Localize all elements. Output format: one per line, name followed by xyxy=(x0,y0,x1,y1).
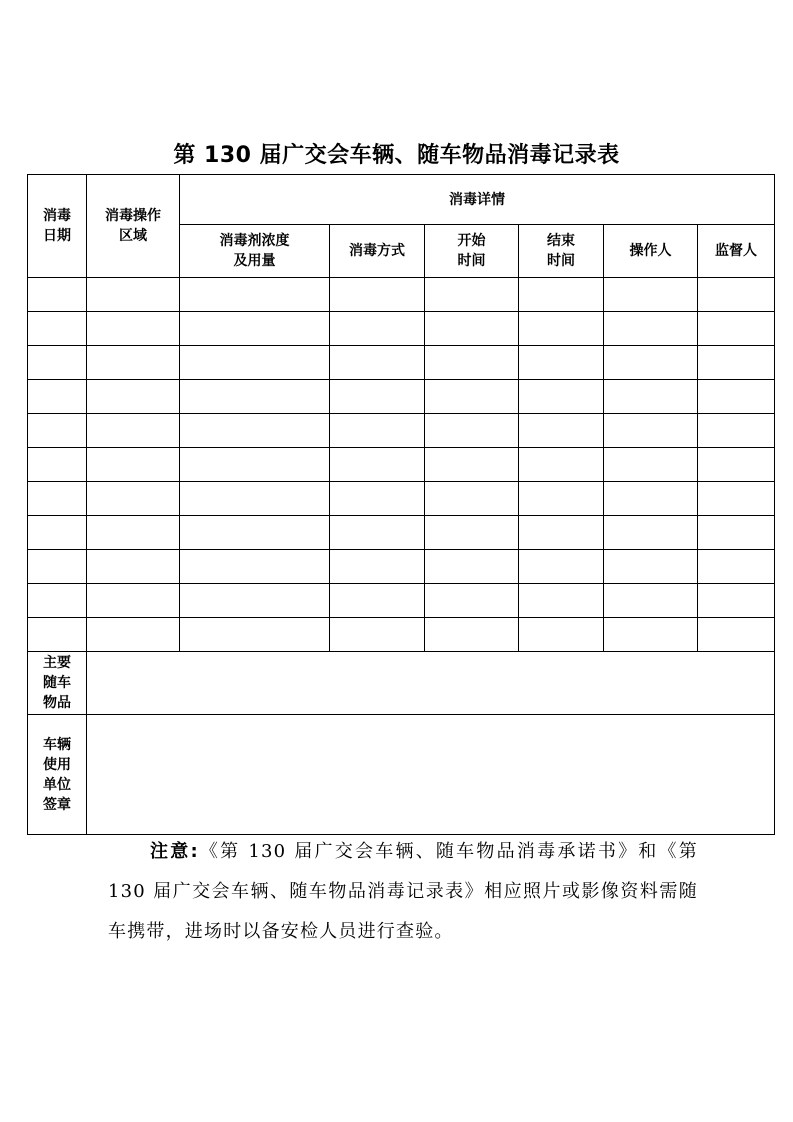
record-cell[interactable] xyxy=(87,278,180,312)
vehicle-unit-seal-field[interactable] xyxy=(87,715,775,835)
record-cell[interactable] xyxy=(698,380,775,414)
record-cell[interactable] xyxy=(180,414,330,448)
record-cell[interactable] xyxy=(604,312,698,346)
record-cell[interactable] xyxy=(425,346,519,380)
vehicle-unit-seal-label: 车辆 使用 单位 签章 xyxy=(28,715,87,835)
record-cell[interactable] xyxy=(698,482,775,516)
record-cell[interactable] xyxy=(180,584,330,618)
record-cell[interactable] xyxy=(87,516,180,550)
record-row xyxy=(28,414,775,448)
record-cell[interactable] xyxy=(28,312,87,346)
record-cell[interactable] xyxy=(519,550,604,584)
record-cell[interactable] xyxy=(28,278,87,312)
record-cell[interactable] xyxy=(330,414,425,448)
record-cell[interactable] xyxy=(87,312,180,346)
record-cell[interactable] xyxy=(425,550,519,584)
record-cell[interactable] xyxy=(519,346,604,380)
record-cell[interactable] xyxy=(180,482,330,516)
header-disinfection-date: 消毒 日期 xyxy=(28,175,87,278)
record-cell[interactable] xyxy=(519,448,604,482)
record-cell[interactable] xyxy=(87,346,180,380)
record-cell[interactable] xyxy=(330,448,425,482)
record-cell[interactable] xyxy=(604,618,698,652)
record-cell[interactable] xyxy=(425,482,519,516)
record-cell[interactable] xyxy=(330,516,425,550)
record-cell[interactable] xyxy=(330,278,425,312)
note-paragraph xyxy=(108,832,698,952)
record-cell[interactable] xyxy=(180,618,330,652)
record-cell[interactable] xyxy=(28,414,87,448)
record-cell[interactable] xyxy=(425,516,519,550)
record-cell[interactable] xyxy=(698,346,775,380)
record-cell[interactable] xyxy=(87,414,180,448)
record-cell[interactable] xyxy=(604,550,698,584)
record-cell[interactable] xyxy=(425,312,519,346)
record-cell[interactable] xyxy=(604,448,698,482)
record-cell[interactable] xyxy=(698,414,775,448)
record-row xyxy=(28,618,775,652)
header-operation-area: 消毒操作 区域 xyxy=(87,175,180,278)
record-cell[interactable] xyxy=(519,414,604,448)
record-cell[interactable] xyxy=(180,278,330,312)
record-cell[interactable] xyxy=(519,516,604,550)
record-cell[interactable] xyxy=(28,618,87,652)
record-cell[interactable] xyxy=(604,482,698,516)
header-operator: 操作人 xyxy=(604,225,698,278)
record-cell[interactable] xyxy=(604,584,698,618)
record-cell[interactable] xyxy=(604,346,698,380)
main-items-label: 主要 随车 物品 xyxy=(28,652,87,715)
record-cell[interactable] xyxy=(425,584,519,618)
header-end-time: 结束 时间 xyxy=(519,225,604,278)
record-cell[interactable] xyxy=(519,482,604,516)
record-row xyxy=(28,550,775,584)
record-cell[interactable] xyxy=(698,550,775,584)
record-cell[interactable] xyxy=(330,618,425,652)
record-cell[interactable] xyxy=(330,380,425,414)
record-cell[interactable] xyxy=(87,380,180,414)
record-row xyxy=(28,448,775,482)
vehicle-unit-seal-row xyxy=(28,715,775,835)
main-items-field[interactable] xyxy=(87,652,775,715)
record-cell[interactable] xyxy=(604,414,698,448)
record-cell[interactable] xyxy=(425,448,519,482)
record-cell[interactable] xyxy=(604,516,698,550)
record-cell[interactable] xyxy=(28,346,87,380)
record-cell[interactable] xyxy=(698,278,775,312)
record-row xyxy=(28,482,775,516)
record-cell[interactable] xyxy=(180,448,330,482)
record-cell[interactable] xyxy=(330,346,425,380)
record-cell[interactable] xyxy=(87,618,180,652)
record-cell[interactable] xyxy=(698,312,775,346)
record-cell[interactable] xyxy=(519,278,604,312)
note-label: 注意: xyxy=(150,841,199,862)
header-method: 消毒方式 xyxy=(330,225,425,278)
disinfection-record-table xyxy=(27,174,775,835)
record-cell[interactable] xyxy=(698,618,775,652)
record-row xyxy=(28,516,775,550)
record-cell[interactable] xyxy=(28,448,87,482)
header-supervisor: 监督人 xyxy=(698,225,775,278)
header-disinfection-details: 消毒详情 xyxy=(180,175,775,225)
record-cell[interactable] xyxy=(330,312,425,346)
record-cell[interactable] xyxy=(87,448,180,482)
record-cell[interactable] xyxy=(87,584,180,618)
record-cell[interactable] xyxy=(425,414,519,448)
record-cell[interactable] xyxy=(330,584,425,618)
record-cell[interactable] xyxy=(28,516,87,550)
record-row xyxy=(28,312,775,346)
record-cell[interactable] xyxy=(519,584,604,618)
note-text: 《第 130 届广交会车辆、随车物品消毒承诺书》和《第 130 届广交会车辆、随车物品消毒记录表》相应照片或影像资料需随车携带，进场时以备安检人员进行查验。 xyxy=(108,841,698,942)
record-cell[interactable] xyxy=(425,618,519,652)
record-cell[interactable] xyxy=(87,482,180,516)
record-cell[interactable] xyxy=(28,482,87,516)
record-cell[interactable] xyxy=(180,516,330,550)
record-cell[interactable] xyxy=(698,516,775,550)
record-cell[interactable] xyxy=(180,380,330,414)
record-row xyxy=(28,346,775,380)
record-cell[interactable] xyxy=(180,550,330,584)
record-cell[interactable] xyxy=(425,278,519,312)
record-cell[interactable] xyxy=(180,312,330,346)
record-cell[interactable] xyxy=(698,448,775,482)
record-cell[interactable] xyxy=(604,278,698,312)
header-row-1 xyxy=(28,175,775,225)
page-title: 第 130 届广交会车辆、随车物品消毒记录表 xyxy=(173,143,620,168)
record-cell[interactable] xyxy=(519,618,604,652)
record-row xyxy=(28,380,775,414)
record-cell[interactable] xyxy=(519,380,604,414)
record-cell[interactable] xyxy=(28,584,87,618)
record-cell[interactable] xyxy=(604,380,698,414)
main-items-row xyxy=(28,652,775,715)
record-cell[interactable] xyxy=(519,312,604,346)
record-cell[interactable] xyxy=(28,380,87,414)
record-cell[interactable] xyxy=(425,380,519,414)
record-cell[interactable] xyxy=(330,482,425,516)
record-row xyxy=(28,278,775,312)
header-agent-concentration: 消毒剂浓度 及用量 xyxy=(180,225,330,278)
record-cell[interactable] xyxy=(28,550,87,584)
record-cell[interactable] xyxy=(698,584,775,618)
record-cell[interactable] xyxy=(180,346,330,380)
record-cell[interactable] xyxy=(330,550,425,584)
header-start-time: 开始 时间 xyxy=(425,225,519,278)
record-row xyxy=(28,584,775,618)
record-cell[interactable] xyxy=(87,550,180,584)
